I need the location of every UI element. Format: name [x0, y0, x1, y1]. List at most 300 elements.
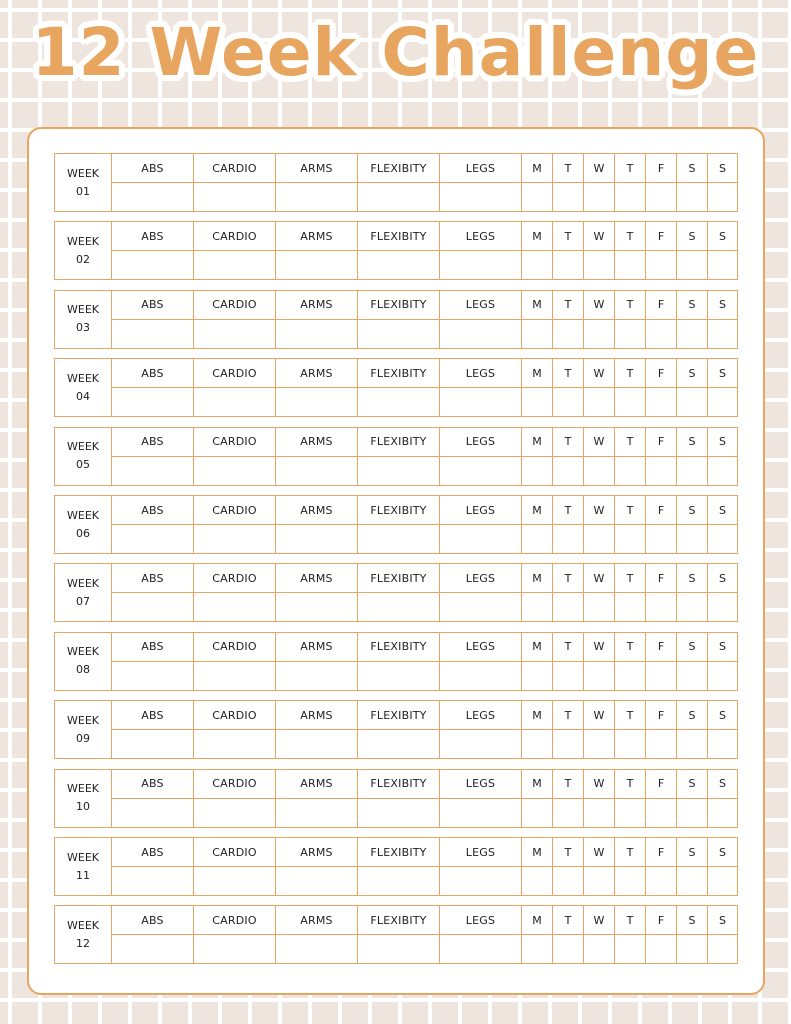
category-header-legs: LEGS — [440, 496, 522, 525]
day-header-friday: F — [646, 769, 677, 798]
category-header-legs: LEGS — [440, 564, 522, 593]
day-header-wednesday: W — [584, 154, 615, 183]
checkbox-cell-tuesday[interactable] — [553, 251, 584, 280]
checkbox-cell-friday[interactable] — [646, 319, 677, 348]
checkbox-cell-saturday[interactable] — [677, 935, 708, 964]
category-header-abs: ABS — [112, 564, 194, 593]
checkbox-cell-sunday[interactable] — [708, 183, 738, 212]
category-header-arms: ARMS — [276, 290, 358, 319]
checkbox-cell-sunday[interactable] — [708, 661, 738, 690]
entry-cell-abs[interactable] — [112, 319, 194, 348]
day-header-monday: M — [522, 290, 553, 319]
checkbox-cell-monday[interactable] — [522, 661, 553, 690]
checkbox-cell-saturday[interactable] — [677, 251, 708, 280]
week-header-row — [55, 290, 738, 319]
day-header-thursday: T — [615, 496, 646, 525]
checkbox-cell-thursday[interactable] — [615, 730, 646, 759]
checkbox-cell-tuesday[interactable] — [553, 183, 584, 212]
entry-cell-cardio[interactable] — [194, 388, 276, 417]
entry-cell-arms[interactable] — [276, 319, 358, 348]
checkbox-cell-friday[interactable] — [646, 867, 677, 896]
day-header-wednesday: W — [584, 564, 615, 593]
entry-cell-abs[interactable] — [112, 867, 194, 896]
entry-cell-legs[interactable] — [440, 456, 522, 485]
entry-cell-flexibility[interactable] — [358, 456, 440, 485]
checkbox-cell-tuesday[interactable] — [553, 661, 584, 690]
checkbox-cell-wednesday[interactable] — [584, 867, 615, 896]
category-header-arms: ARMS — [276, 427, 358, 456]
checkbox-cell-saturday[interactable] — [677, 730, 708, 759]
checkbox-cell-tuesday[interactable] — [553, 319, 584, 348]
checkbox-cell-monday[interactable] — [522, 183, 553, 212]
checkbox-cell-tuesday[interactable] — [553, 935, 584, 964]
week-label-cell — [55, 564, 112, 622]
category-header-legs: LEGS — [440, 701, 522, 730]
week-entry-row — [55, 319, 738, 348]
week-table-06 — [54, 495, 738, 554]
entry-cell-arms[interactable] — [276, 525, 358, 554]
checkbox-cell-saturday[interactable] — [677, 388, 708, 417]
day-header-monday: M — [522, 906, 553, 935]
entry-cell-arms[interactable] — [276, 251, 358, 280]
checkbox-cell-saturday[interactable] — [677, 798, 708, 827]
entry-cell-flexibility[interactable] — [358, 798, 440, 827]
day-header-sunday: S — [708, 154, 738, 183]
category-header-cardio: CARDIO — [194, 222, 276, 251]
week-entry-row — [55, 456, 738, 485]
checkbox-cell-saturday[interactable] — [677, 525, 708, 554]
entry-cell-arms[interactable] — [276, 798, 358, 827]
checkbox-cell-sunday[interactable] — [708, 456, 738, 485]
checkbox-cell-friday[interactable] — [646, 661, 677, 690]
checkbox-cell-thursday[interactable] — [615, 935, 646, 964]
checkbox-cell-sunday[interactable] — [708, 251, 738, 280]
week-header-row — [55, 427, 738, 456]
day-header-tuesday: T — [553, 564, 584, 593]
week-header-row — [55, 222, 738, 251]
week-label-cell — [55, 290, 112, 348]
entry-cell-legs[interactable] — [440, 183, 522, 212]
checkbox-cell-thursday[interactable] — [615, 798, 646, 827]
checkbox-cell-monday[interactable] — [522, 525, 553, 554]
entry-cell-arms[interactable] — [276, 388, 358, 417]
category-header-cardio: CARDIO — [194, 154, 276, 183]
week-label: WEEK — [67, 713, 99, 727]
day-header-sunday: S — [708, 838, 738, 867]
checkbox-cell-saturday[interactable] — [677, 867, 708, 896]
checkbox-cell-tuesday[interactable] — [553, 525, 584, 554]
checkbox-cell-saturday[interactable] — [677, 319, 708, 348]
week-label: WEEK — [67, 166, 99, 180]
week-number: 04 — [76, 389, 90, 403]
checkbox-cell-monday[interactable] — [522, 388, 553, 417]
week-label: WEEK — [67, 371, 99, 385]
checkbox-cell-wednesday[interactable] — [584, 525, 615, 554]
entry-cell-cardio[interactable] — [194, 456, 276, 485]
day-header-tuesday: T — [553, 496, 584, 525]
day-header-saturday: S — [677, 222, 708, 251]
checkbox-cell-thursday[interactable] — [615, 183, 646, 212]
entry-cell-legs[interactable] — [440, 388, 522, 417]
week-number: 08 — [76, 663, 90, 677]
week-entry-row — [55, 730, 738, 759]
category-header-flexibility: FLEXIBITY — [358, 632, 440, 661]
day-header-saturday: S — [677, 359, 708, 388]
entry-cell-flexibility[interactable] — [358, 251, 440, 280]
entry-cell-cardio[interactable] — [194, 798, 276, 827]
category-header-arms: ARMS — [276, 632, 358, 661]
day-header-saturday: S — [677, 769, 708, 798]
entry-cell-cardio[interactable] — [194, 730, 276, 759]
week-header-row — [55, 359, 738, 388]
category-header-abs: ABS — [112, 427, 194, 456]
week-table-01 — [54, 153, 738, 212]
checkbox-cell-sunday[interactable] — [708, 593, 738, 622]
entry-cell-arms[interactable] — [276, 730, 358, 759]
category-header-cardio: CARDIO — [194, 427, 276, 456]
checkbox-cell-wednesday[interactable] — [584, 730, 615, 759]
category-header-arms: ARMS — [276, 769, 358, 798]
week-header-row — [55, 632, 738, 661]
entry-cell-legs[interactable] — [440, 730, 522, 759]
checkbox-cell-wednesday[interactable] — [584, 593, 615, 622]
day-header-monday: M — [522, 701, 553, 730]
checkbox-cell-wednesday[interactable] — [584, 661, 615, 690]
checkbox-cell-monday[interactable] — [522, 867, 553, 896]
entry-cell-abs[interactable] — [112, 388, 194, 417]
day-header-wednesday: W — [584, 632, 615, 661]
entry-cell-abs[interactable] — [112, 183, 194, 212]
category-header-flexibility: FLEXIBITY — [358, 222, 440, 251]
entry-cell-abs[interactable] — [112, 456, 194, 485]
category-header-legs: LEGS — [440, 154, 522, 183]
day-header-saturday: S — [677, 496, 708, 525]
checkbox-cell-thursday[interactable] — [615, 867, 646, 896]
week-table-05 — [54, 427, 738, 486]
category-header-cardio: CARDIO — [194, 496, 276, 525]
day-header-sunday: S — [708, 427, 738, 456]
checkbox-cell-tuesday[interactable] — [553, 456, 584, 485]
day-header-friday: F — [646, 222, 677, 251]
checkbox-cell-wednesday[interactable] — [584, 388, 615, 417]
entry-cell-abs[interactable] — [112, 798, 194, 827]
week-table-07 — [54, 563, 738, 622]
week-table-12 — [54, 905, 738, 964]
day-header-monday: M — [522, 496, 553, 525]
day-header-tuesday: T — [553, 632, 584, 661]
day-header-thursday: T — [615, 222, 646, 251]
day-header-friday: F — [646, 427, 677, 456]
category-header-legs: LEGS — [440, 290, 522, 319]
week-label: WEEK — [67, 303, 99, 317]
day-header-saturday: S — [677, 632, 708, 661]
checkbox-cell-sunday[interactable] — [708, 935, 738, 964]
checkbox-cell-wednesday[interactable] — [584, 798, 615, 827]
week-header-row — [55, 906, 738, 935]
category-header-legs: LEGS — [440, 906, 522, 935]
entry-cell-legs[interactable] — [440, 661, 522, 690]
day-header-sunday: S — [708, 496, 738, 525]
checkbox-cell-sunday[interactable] — [708, 867, 738, 896]
week-entry-row — [55, 525, 738, 554]
category-header-legs: LEGS — [440, 222, 522, 251]
day-header-monday: M — [522, 564, 553, 593]
checkbox-cell-wednesday[interactable] — [584, 183, 615, 212]
week-table-10 — [54, 769, 738, 828]
category-header-flexibility: FLEXIBITY — [358, 359, 440, 388]
day-header-monday: M — [522, 632, 553, 661]
week-label-cell — [55, 496, 112, 554]
entry-cell-arms[interactable] — [276, 661, 358, 690]
category-header-flexibility: FLEXIBITY — [358, 154, 440, 183]
category-header-arms: ARMS — [276, 154, 358, 183]
checkbox-cell-saturday[interactable] — [677, 456, 708, 485]
day-header-monday: M — [522, 359, 553, 388]
entry-cell-arms[interactable] — [276, 935, 358, 964]
day-header-thursday: T — [615, 564, 646, 593]
entry-cell-cardio[interactable] — [194, 935, 276, 964]
entry-cell-flexibility[interactable] — [358, 661, 440, 690]
entry-cell-cardio[interactable] — [194, 319, 276, 348]
checkbox-cell-thursday[interactable] — [615, 661, 646, 690]
day-header-sunday: S — [708, 290, 738, 319]
entry-cell-arms[interactable] — [276, 593, 358, 622]
day-header-wednesday: W — [584, 906, 615, 935]
checkbox-cell-thursday[interactable] — [615, 525, 646, 554]
week-label: WEEK — [67, 850, 99, 864]
entry-cell-abs[interactable] — [112, 593, 194, 622]
entry-cell-abs[interactable] — [112, 935, 194, 964]
category-header-abs: ABS — [112, 838, 194, 867]
category-header-cardio: CARDIO — [194, 359, 276, 388]
day-header-wednesday: W — [584, 359, 615, 388]
checkbox-cell-saturday[interactable] — [677, 661, 708, 690]
week-number: 02 — [76, 252, 90, 266]
entry-cell-flexibility[interactable] — [358, 867, 440, 896]
category-header-abs: ABS — [112, 290, 194, 319]
week-entry-row — [55, 798, 738, 827]
week-label-cell — [55, 906, 112, 964]
day-header-wednesday: W — [584, 701, 615, 730]
checkbox-cell-friday[interactable] — [646, 525, 677, 554]
category-header-flexibility: FLEXIBITY — [358, 838, 440, 867]
checkbox-cell-wednesday[interactable] — [584, 935, 615, 964]
checkbox-cell-friday[interactable] — [646, 251, 677, 280]
day-header-thursday: T — [615, 359, 646, 388]
checkbox-cell-thursday[interactable] — [615, 251, 646, 280]
entry-cell-legs[interactable] — [440, 319, 522, 348]
category-header-abs: ABS — [112, 632, 194, 661]
week-number: 06 — [76, 526, 90, 540]
day-header-wednesday: W — [584, 290, 615, 319]
category-header-flexibility: FLEXIBITY — [358, 701, 440, 730]
entry-cell-abs[interactable] — [112, 730, 194, 759]
day-header-tuesday: T — [553, 906, 584, 935]
day-header-sunday: S — [708, 906, 738, 935]
week-label: WEEK — [67, 508, 99, 522]
category-header-flexibility: FLEXIBITY — [358, 906, 440, 935]
checkbox-cell-friday[interactable] — [646, 730, 677, 759]
checkbox-cell-monday[interactable] — [522, 319, 553, 348]
day-header-wednesday: W — [584, 838, 615, 867]
checkbox-cell-monday[interactable] — [522, 456, 553, 485]
week-table-09 — [54, 700, 738, 759]
checkbox-cell-thursday[interactable] — [615, 319, 646, 348]
checkbox-cell-wednesday[interactable] — [584, 319, 615, 348]
checkbox-cell-saturday[interactable] — [677, 593, 708, 622]
week-number: 11 — [76, 868, 90, 882]
week-header-row — [55, 496, 738, 525]
checkbox-cell-saturday[interactable] — [677, 183, 708, 212]
checkbox-cell-thursday[interactable] — [615, 388, 646, 417]
week-table-04 — [54, 358, 738, 417]
day-header-saturday: S — [677, 290, 708, 319]
week-label: WEEK — [67, 918, 99, 932]
entry-cell-cardio[interactable] — [194, 661, 276, 690]
day-header-wednesday: W — [584, 222, 615, 251]
week-label: WEEK — [67, 234, 99, 248]
entry-cell-abs[interactable] — [112, 525, 194, 554]
week-entry-row — [55, 388, 738, 417]
checkbox-cell-friday[interactable] — [646, 456, 677, 485]
checkbox-cell-tuesday[interactable] — [553, 798, 584, 827]
checkbox-cell-wednesday[interactable] — [584, 456, 615, 485]
entry-cell-legs[interactable] — [440, 935, 522, 964]
week-table-08 — [54, 632, 738, 691]
category-header-abs: ABS — [112, 496, 194, 525]
entry-cell-legs[interactable] — [440, 525, 522, 554]
category-header-legs: LEGS — [440, 359, 522, 388]
week-table-11 — [54, 837, 738, 896]
week-number: 07 — [76, 594, 90, 608]
entry-cell-legs[interactable] — [440, 867, 522, 896]
entry-cell-abs[interactable] — [112, 661, 194, 690]
week-label-cell — [55, 632, 112, 690]
day-header-tuesday: T — [553, 222, 584, 251]
checkbox-cell-thursday[interactable] — [615, 456, 646, 485]
checkbox-cell-monday[interactable] — [522, 593, 553, 622]
category-header-flexibility: FLEXIBITY — [358, 427, 440, 456]
entry-cell-cardio[interactable] — [194, 867, 276, 896]
day-header-friday: F — [646, 359, 677, 388]
entry-cell-flexibility[interactable] — [358, 388, 440, 417]
checkbox-cell-friday[interactable] — [646, 388, 677, 417]
checkbox-cell-sunday[interactable] — [708, 525, 738, 554]
category-header-arms: ARMS — [276, 906, 358, 935]
week-number: 12 — [76, 936, 90, 950]
entry-cell-legs[interactable] — [440, 251, 522, 280]
category-header-arms: ARMS — [276, 496, 358, 525]
week-header-row — [55, 701, 738, 730]
entry-cell-flexibility[interactable] — [358, 730, 440, 759]
entry-cell-cardio[interactable] — [194, 593, 276, 622]
checkbox-cell-friday[interactable] — [646, 935, 677, 964]
category-header-flexibility: FLEXIBITY — [358, 290, 440, 319]
day-header-monday: M — [522, 427, 553, 456]
checkbox-cell-friday[interactable] — [646, 593, 677, 622]
checkbox-cell-monday[interactable] — [522, 251, 553, 280]
week-entry-row — [55, 867, 738, 896]
week-number: 10 — [76, 800, 90, 814]
checkbox-cell-monday[interactable] — [522, 798, 553, 827]
week-label-cell — [55, 701, 112, 759]
checkbox-cell-wednesday[interactable] — [584, 251, 615, 280]
day-header-friday: F — [646, 496, 677, 525]
week-entry-row — [55, 251, 738, 280]
week-label-cell — [55, 222, 112, 280]
category-header-cardio: CARDIO — [194, 769, 276, 798]
checkbox-cell-tuesday[interactable] — [553, 730, 584, 759]
checkbox-cell-sunday[interactable] — [708, 798, 738, 827]
checkbox-cell-sunday[interactable] — [708, 319, 738, 348]
day-header-friday: F — [646, 838, 677, 867]
checkbox-cell-tuesday[interactable] — [553, 867, 584, 896]
entry-cell-flexibility[interactable] — [358, 935, 440, 964]
week-label: WEEK — [67, 645, 99, 659]
entry-cell-arms[interactable] — [276, 183, 358, 212]
week-label-cell — [55, 359, 112, 417]
category-header-flexibility: FLEXIBITY — [358, 564, 440, 593]
category-header-arms: ARMS — [276, 838, 358, 867]
category-header-abs: ABS — [112, 154, 194, 183]
week-number: 05 — [76, 458, 90, 472]
checkbox-cell-friday[interactable] — [646, 183, 677, 212]
entry-cell-arms[interactable] — [276, 867, 358, 896]
week-entry-row — [55, 935, 738, 964]
week-label: WEEK — [67, 440, 99, 454]
week-number: 01 — [76, 184, 90, 198]
day-header-saturday: S — [677, 427, 708, 456]
day-header-thursday: T — [615, 701, 646, 730]
checkbox-cell-sunday[interactable] — [708, 388, 738, 417]
entry-cell-flexibility[interactable] — [358, 183, 440, 212]
week-label-cell — [55, 154, 112, 212]
day-header-sunday: S — [708, 632, 738, 661]
day-header-thursday: T — [615, 769, 646, 798]
checkbox-cell-tuesday[interactable] — [553, 388, 584, 417]
week-label-cell — [55, 427, 112, 485]
entry-cell-flexibility[interactable] — [358, 319, 440, 348]
entry-cell-legs[interactable] — [440, 593, 522, 622]
entry-cell-cardio[interactable] — [194, 251, 276, 280]
checkbox-cell-thursday[interactable] — [615, 593, 646, 622]
week-table-02 — [54, 221, 738, 280]
entry-cell-cardio[interactable] — [194, 183, 276, 212]
day-header-sunday: S — [708, 359, 738, 388]
checkbox-cell-tuesday[interactable] — [553, 593, 584, 622]
week-label: WEEK — [67, 782, 99, 796]
entry-cell-arms[interactable] — [276, 456, 358, 485]
category-header-cardio: CARDIO — [194, 838, 276, 867]
week-number: 09 — [76, 731, 90, 745]
day-header-saturday: S — [677, 564, 708, 593]
category-header-legs: LEGS — [440, 632, 522, 661]
checkbox-cell-monday[interactable] — [522, 935, 553, 964]
entry-cell-legs[interactable] — [440, 798, 522, 827]
week-header-row — [55, 154, 738, 183]
entry-cell-abs[interactable] — [112, 251, 194, 280]
checkbox-cell-sunday[interactable] — [708, 730, 738, 759]
checkbox-cell-monday[interactable] — [522, 730, 553, 759]
entry-cell-flexibility[interactable] — [358, 593, 440, 622]
category-header-cardio: CARDIO — [194, 701, 276, 730]
entry-cell-flexibility[interactable] — [358, 525, 440, 554]
week-label-cell — [55, 769, 112, 827]
checkbox-cell-friday[interactable] — [646, 798, 677, 827]
category-header-flexibility: FLEXIBITY — [358, 496, 440, 525]
category-header-cardio: CARDIO — [194, 290, 276, 319]
entry-cell-cardio[interactable] — [194, 525, 276, 554]
